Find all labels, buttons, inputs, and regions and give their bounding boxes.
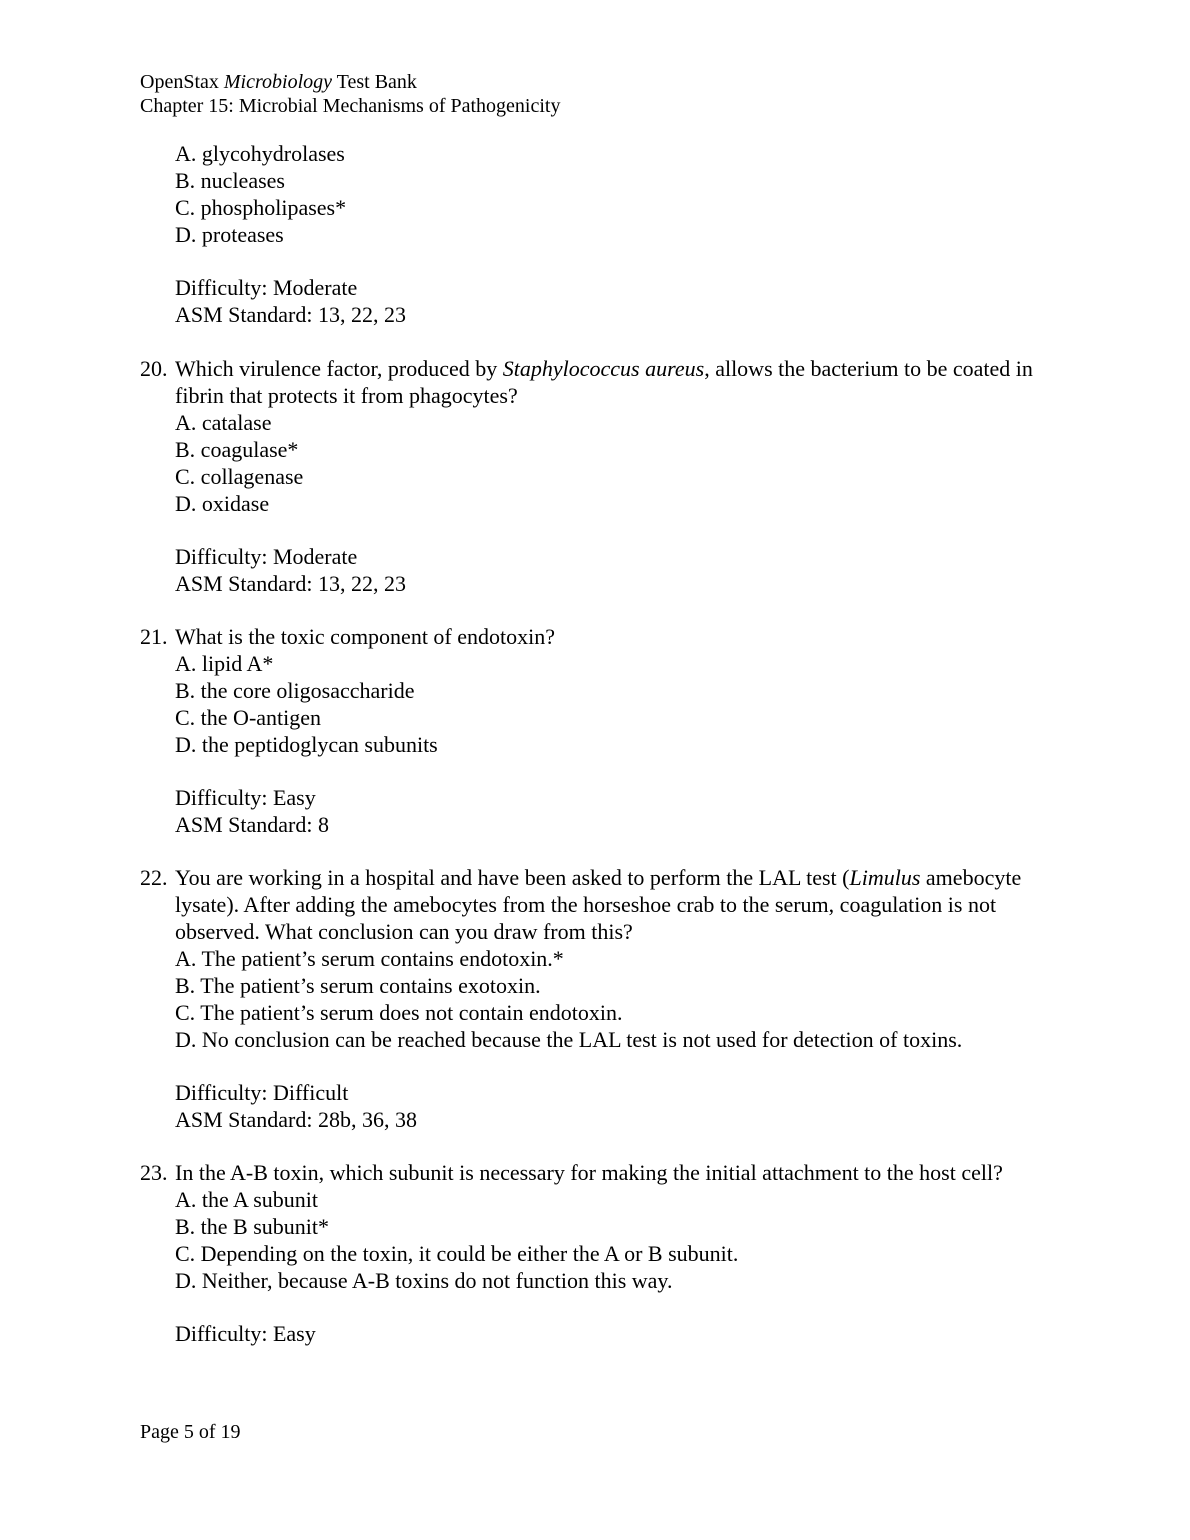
option-b: B. nucleases xyxy=(175,168,285,193)
difficulty: Difficulty: Moderate xyxy=(175,544,358,569)
option-a: A. the A subunit xyxy=(175,1187,319,1212)
question-22 xyxy=(140,864,1040,1133)
option-a: A. lipid A* xyxy=(175,651,274,676)
option-a: A. The patient’s serum contains endotoxin.* xyxy=(175,946,564,971)
option-c: C. phospholipases* xyxy=(175,195,347,220)
difficulty: Difficulty: Easy xyxy=(175,1321,316,1346)
option-b: B. the core oligosaccharide xyxy=(175,678,415,703)
question-20 xyxy=(140,355,1040,597)
option-b: B. The patient’s serum contains exotoxin. xyxy=(175,973,541,998)
question-number: 22. xyxy=(140,865,168,890)
option-a: A. glycohydrolases xyxy=(175,141,345,166)
answer-options xyxy=(140,650,1040,838)
header-title: OpenStax Microbiology Test Bank xyxy=(140,71,417,93)
option-b: B. coagulase* xyxy=(175,437,299,462)
answer-options xyxy=(140,140,1040,328)
option-c: C. Depending on the toxin, it could be either the A or B subunit. xyxy=(175,1241,739,1266)
page-number: Page 5 of 19 xyxy=(140,1421,241,1443)
difficulty: Difficulty: Difficult xyxy=(175,1080,349,1105)
question-number: 21. xyxy=(140,624,168,649)
option-c: C. the O-antigen xyxy=(175,705,322,730)
asm-standard: ASM Standard: 13, 22, 23 xyxy=(175,571,406,596)
option-d: D. proteases xyxy=(175,222,284,247)
asm-standard: ASM Standard: 8 xyxy=(175,812,329,837)
question-text: In the A-B toxin, which subunit is necessary for making the initial attachment to the host cell? xyxy=(175,1160,1003,1185)
option-a: A. catalase xyxy=(175,410,272,435)
question-text: Which virulence factor, produced by Staphylococcus aureus, allows the bacterium to be coated in fibrin that protects it from phagocytes? xyxy=(175,356,1033,408)
asm-standard: ASM Standard: 13, 22, 23 xyxy=(175,302,406,327)
question-19-continued xyxy=(140,140,1040,328)
option-b: B. the B subunit* xyxy=(175,1214,330,1239)
asm-standard: ASM Standard: 28b, 36, 38 xyxy=(175,1107,417,1132)
answer-options xyxy=(140,409,1040,597)
option-c: C. The patient’s serum does not contain endotoxin. xyxy=(175,1000,623,1025)
answer-options xyxy=(140,945,1040,1133)
option-c: C. collagenase xyxy=(175,464,304,489)
question-text: What is the toxic component of endotoxin? xyxy=(175,624,556,649)
option-d: D. oxidase xyxy=(175,491,270,516)
question-number: 20. xyxy=(140,356,168,381)
difficulty: Difficulty: Moderate xyxy=(175,275,358,300)
page-header xyxy=(140,70,560,118)
header-chapter: Chapter 15: Microbial Mechanisms of Pathogenicity xyxy=(140,95,561,117)
option-d: D. the peptidoglycan subunits xyxy=(175,732,438,757)
answer-options xyxy=(140,1186,1040,1347)
question-23 xyxy=(140,1159,1040,1347)
option-d: D. Neither, because A-B toxins do not function this way. xyxy=(175,1268,673,1293)
question-text: You are working in a hospital and have been asked to perform the LAL test (Limulus amebocyte lysate). After adding the amebocytes from the horseshoe crab to the serum, coagulation is not observed. What conclusion can you draw from this? xyxy=(175,865,1022,944)
difficulty: Difficulty: Easy xyxy=(175,785,316,810)
option-d: D. No conclusion can be reached because the LAL test is not used for detection of toxins. xyxy=(175,1027,963,1052)
question-number: 23. xyxy=(140,1160,168,1185)
question-21 xyxy=(140,623,1040,838)
